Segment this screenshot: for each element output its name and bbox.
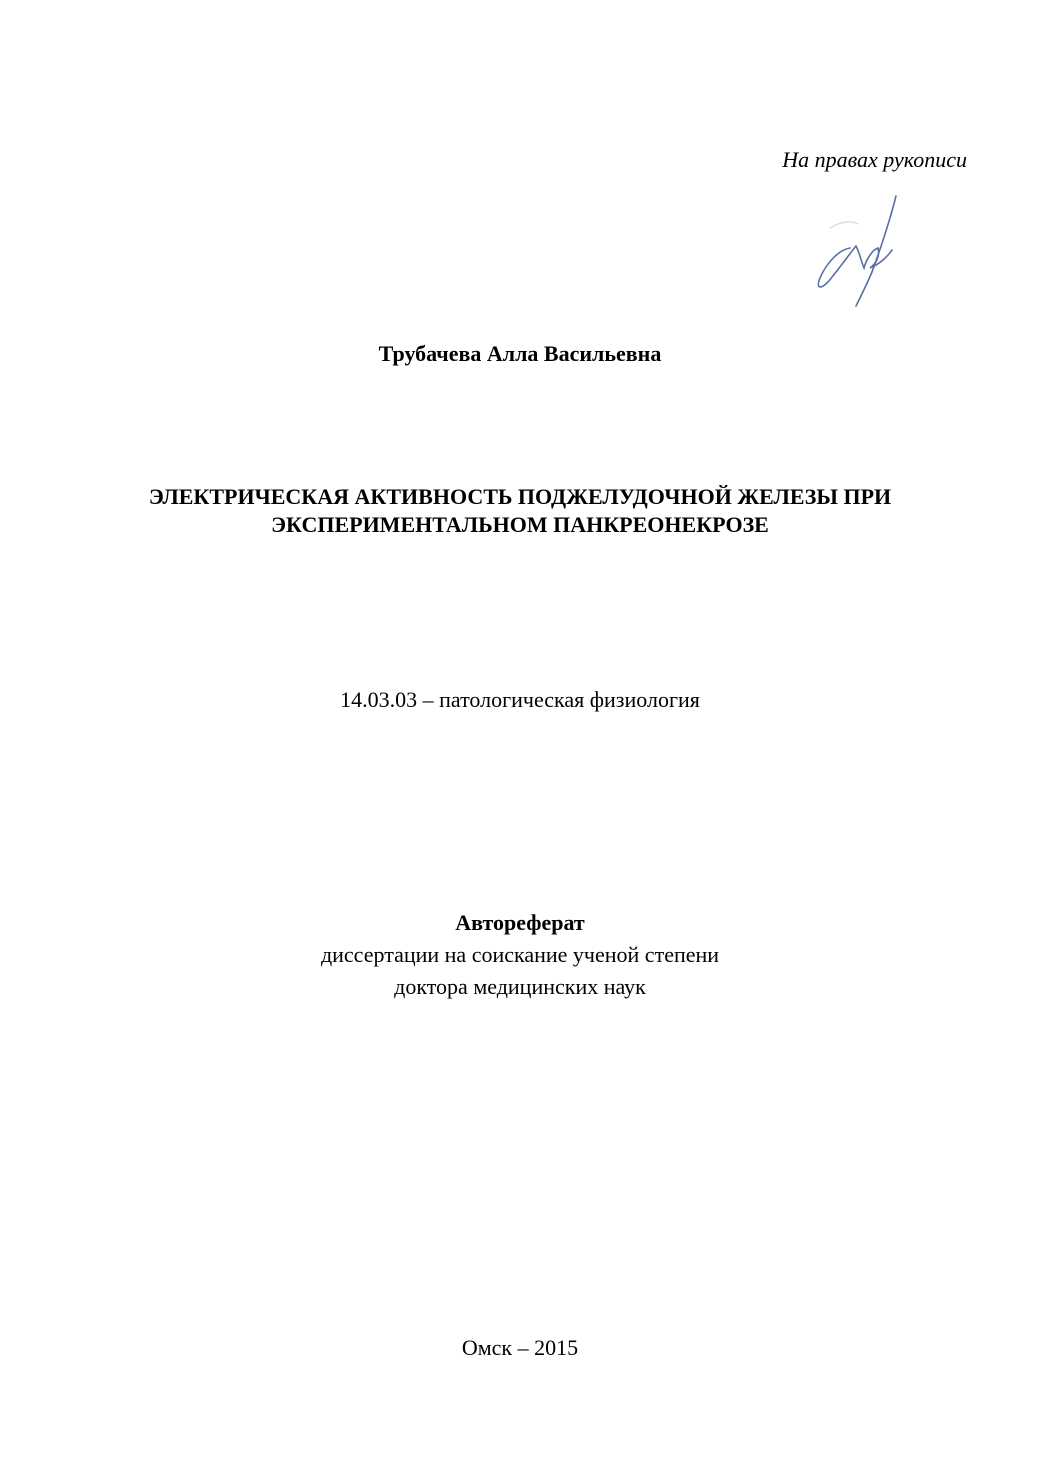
- place-and-year: Омск – 2015: [461, 1335, 579, 1360]
- dissertation-title: [0, 483, 1040, 539]
- title-line-1: ЭЛЕКТРИЧЕСКАЯ АКТИВНОСТЬ ПОДЖЕЛУДОЧНОЙ ЖЕЛЕЗЫ ПРИ: [148, 484, 892, 509]
- abstract-block: [0, 907, 1040, 1003]
- abstract-line-2: доктора медицинских наук: [394, 974, 646, 999]
- signature-icon: [800, 190, 910, 310]
- manuscript-rights-note: На правах рукописи: [782, 147, 967, 172]
- specialty-code: 14.03.03 – патологическая физиология: [340, 687, 700, 712]
- abstract-label: Автореферат: [455, 910, 585, 935]
- title-line-2: ЭКСПЕРИМЕНТАЛЬНОМ ПАНКРЕОНЕКРОЗЕ: [271, 512, 769, 537]
- author-name: Трубачева Алла Васильевна: [378, 341, 662, 366]
- abstract-line-1: диссертации на соискание ученой степени: [320, 942, 720, 967]
